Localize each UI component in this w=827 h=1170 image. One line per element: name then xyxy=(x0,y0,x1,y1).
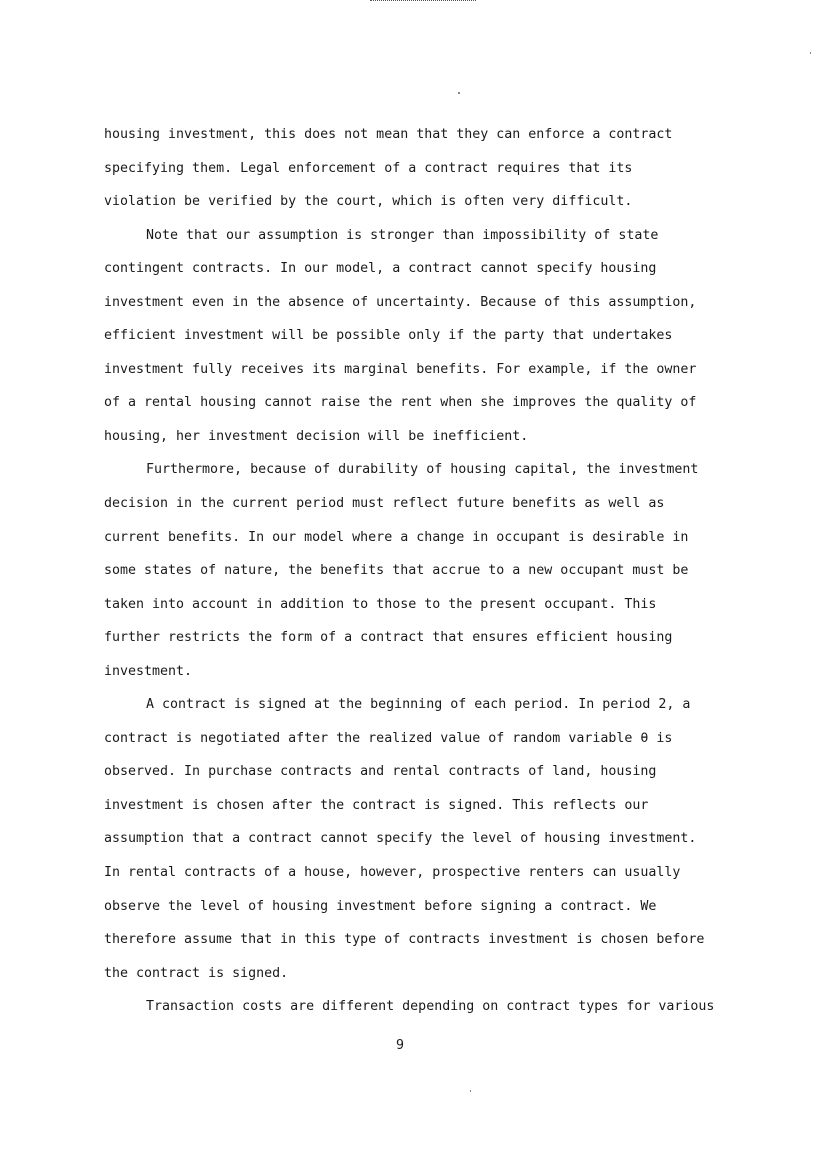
scan-speck xyxy=(810,52,811,54)
text-line: investment even in the absence of uncertainty. Because of this assumption, xyxy=(104,294,697,310)
text-line: decision in the current period must reflect future benefits as well as xyxy=(104,496,665,512)
text-line: taken into account in addition to those to the present occupant. This xyxy=(104,596,657,612)
text-line: current benefits. In our model where a change in occupant is desirable in xyxy=(104,529,689,545)
paragraph-first-line: A contract is signed at the beginning of each period. In period 2, a xyxy=(146,697,691,713)
page-number: 9 xyxy=(395,1038,404,1053)
text-line: assumption that a contract cannot specify the level of housing investment. xyxy=(104,831,697,847)
scan-speck xyxy=(470,1090,471,1092)
body-text xyxy=(104,118,744,1024)
text-line: investment. xyxy=(104,663,193,679)
text-line: further restricts the form of a contract that ensures efficient housing xyxy=(104,630,673,646)
scan-speck xyxy=(458,92,460,94)
text-line: therefore assume that in this type of contracts investment is chosen before xyxy=(104,932,705,948)
text-line: housing, her investment decision will be inefficient. xyxy=(104,428,529,444)
text-line: the contract is signed. xyxy=(104,965,289,981)
text-line: some states of nature, the benefits that accrue to a new occupant must be xyxy=(104,563,689,579)
text-line: housing investment, this does not mean that they can enforce a contract xyxy=(104,127,673,142)
paragraph-first-line: Note that our assumption is stronger than impossibility of state xyxy=(146,227,659,243)
text-line: observed. In purchase contracts and rental contracts of land, housing xyxy=(104,764,657,780)
text-line: observe the level of housing investment before signing a contract. We xyxy=(104,898,657,914)
text-line: violation be verified by the court, which is often very difficult. xyxy=(104,194,633,210)
paragraph-first-line: Furthermore, because of durability of housing capital, the investment xyxy=(146,462,699,478)
top-scan-mark xyxy=(370,0,476,4)
paragraph-first-line: Transaction costs are different depending on contract types for various xyxy=(146,999,715,1015)
text-line: specifying them. Legal enforcement of a contract requires that its xyxy=(104,160,633,176)
text-line: In rental contracts of a house, however, prospective renters can usually xyxy=(104,865,681,881)
text-line: efficient investment will be possible only if the party that undertakes xyxy=(104,328,673,344)
text-line: investment fully receives its marginal benefits. For example, if the owner xyxy=(104,361,697,377)
text-line: of a rental housing cannot raise the rent when she improves the quality of xyxy=(104,395,697,411)
text-line: investment is chosen after the contract is signed. This reflects our xyxy=(104,797,649,813)
text-line: contract is negotiated after the realized value of random variable θ is xyxy=(104,730,673,746)
text-line: contingent contracts. In our model, a contract cannot specify housing xyxy=(104,261,657,277)
